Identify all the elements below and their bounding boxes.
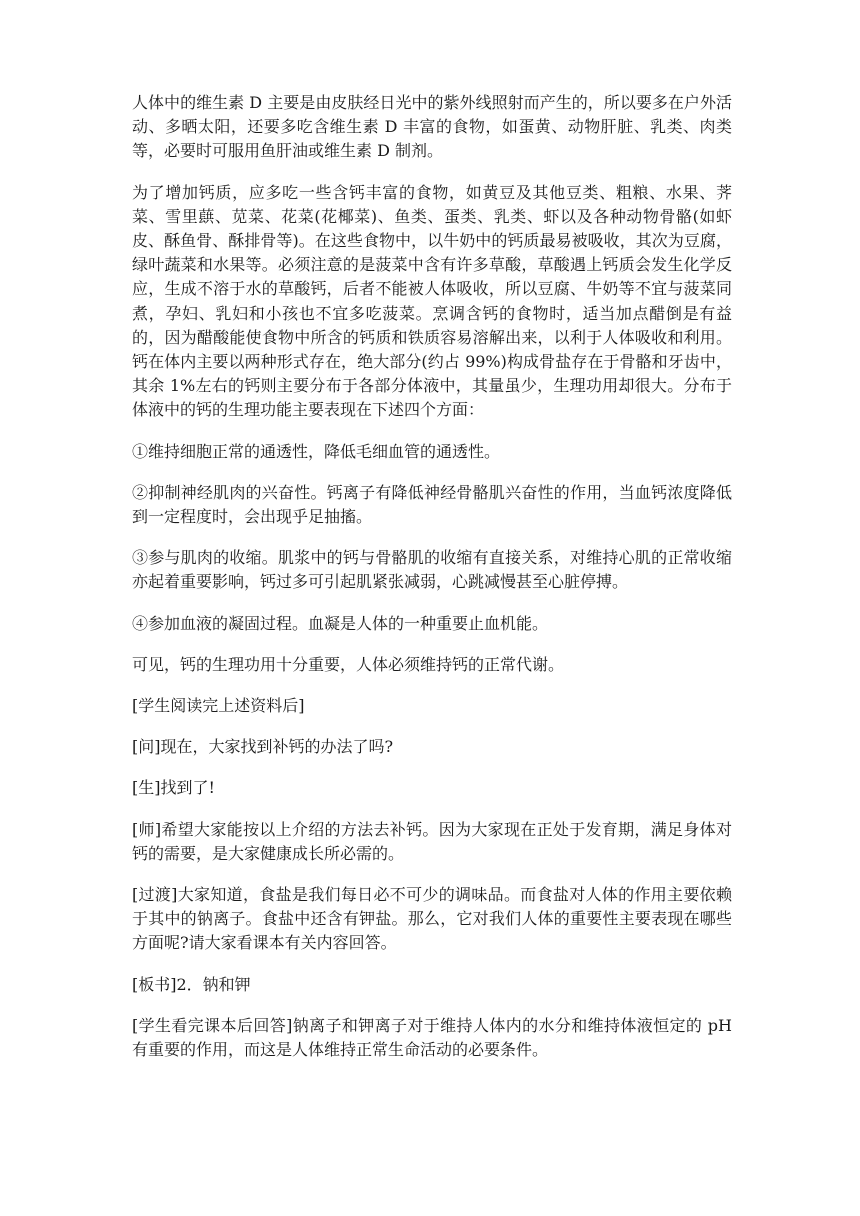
paragraph-vitamin-d: 人体中的维生素 D 主要是由皮肤经日光中的紫外线照射而产生的，所以要多在户外活动、多晒太阳，还要多吃含维生素 D 丰富的食物，如蛋黄、动物肝脏、乳类、肉类等，必要时可服用鱼肝油或维生素 D 制剂。	[132, 93, 732, 161]
paragraph-student-answer: [生]找到了!	[132, 778, 215, 798]
paragraph-conclusion: 可见，钙的生理功用十分重要，人体必须维持钙的正常代谢。	[132, 654, 565, 674]
paragraph-question: [问]现在，大家找到补钙的办法了吗?	[132, 737, 394, 757]
paragraph-teacher: [师]希望大家能按以上介绍的方法去补钙。因为大家现在正处于发育期，满足身体对钙的需要，是大家健康成长所必需的。	[132, 819, 732, 863]
paragraph-student-reading: [学生阅读完上述资料后]	[132, 696, 305, 716]
paragraph-point-1: ①维持细胞正常的通透性，降低毛细血管的通透性。	[132, 441, 501, 461]
paragraph-board-heading: [板书]2．钠和钾	[132, 974, 251, 994]
paragraph-point-2: ②抑制神经肌肉的兴奋性。钙离子有降低神经骨骼肌兴奋性的作用，当血钙浓度降低到一定程度时，会出现乎足抽搐。	[132, 482, 732, 527]
paragraph-student-response: [学生看完课本后回答]钠离子和钾离子对于维持人体内的水分和维持体液恒定的 pH 有重要的作用，而这是人体维持正常生命活动的必要条件。	[132, 1015, 732, 1060]
paragraph-point-4: ④参加血液的凝固过程。血凝是人体的一种重要止血机能。	[132, 613, 549, 633]
document-page	[132, 91, 732, 1079]
paragraph-point-3: ③参与肌肉的收缩。肌浆中的钙与骨骼肌的收缩有直接关系，对维持心肌的正常收缩亦起着重要影响，钙过多可引起肌紧张减弱，心跳减慢甚至心脏停搏。	[132, 548, 732, 592]
paragraph-transition: [过渡]大家知道，食盐是我们每日必不可少的调味品。而食盐对人体的作用主要依赖于其中的钠离子。食盐中还含有钾盐。那么，它对我们人体的重要性主要表现在哪些方面呢?请大家看课本有关内容回答。	[132, 885, 732, 953]
paragraph-calcium-foods: 为了增加钙质，应多吃一些含钙丰富的食物，如黄豆及其他豆类、粗粮、水果、荠菜、雪里蕻、苋菜、花菜(花椰菜)、鱼类、蛋类、乳类、虾以及各种动物骨骼(如虾皮、酥鱼骨、酥排骨等)。在这些食物中，以牛奶中的钙质最易被吸收，其次为豆腐，绿叶蔬菜和水果等。必须注意的是菠菜中含有许多草酸，草酸遇上钙质会发生化学反应，生成不溶于水的草酸钙，后者不能被人体吸收，所以豆腐、牛奶等不宜与菠菜同煮，孕妇、乳妇和小孩也不宜多吃菠菜。烹调含钙的食物时，适当加点醋倒是有益的，因为醋酸能使食物中所含的钙质和铁质容易溶解出来，以利于人体吸收和利用。钙在体内主要以两种形式存在，绝大部分(约占 99%)构成骨盐存在于骨骼和牙齿中，其余 1%左右的钙则主要分布于各部分体液中，其量虽少，生理功用却很大。分布于体液中的钙的生理功能主要表现在下述四个方面：	[132, 182, 732, 420]
